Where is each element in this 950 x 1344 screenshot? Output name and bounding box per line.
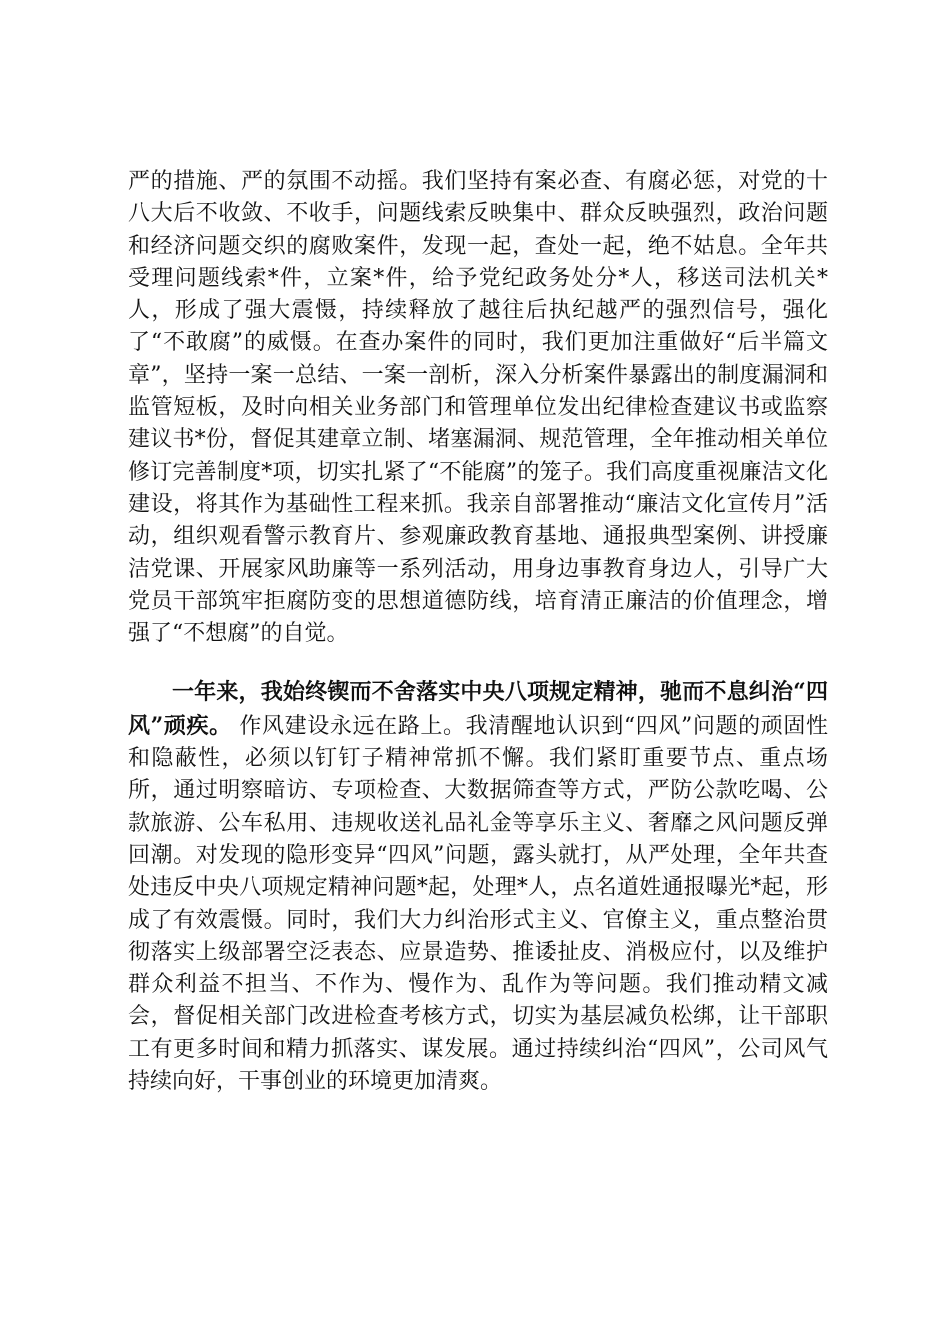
paragraph-text: 作风建设永远在路上。我清醒地认识到“四风”问题的顽固性和隐蔽性，必须以钉钉子精神常抓不懈。我们紧盯重要节点、重点场所，通过明察暗访、专项检查、大数据筛查等方式，严防公款吃喝、公款旅游、公车私用、违规收送礼品礼金等享乐主义、奢靡之风问题反弹回潮。对发现的隐形变异“四风”问题，露头就打，从严处理，全年共查处违反中央八项规定精神问题*起，处理*人，点名道姓通报曝光*起，形成了有效震慑。同时，我们大力纠治形式主义、官僚主义，重点整治贯彻落实上级部署空泛表态、应景造势、推诿扯皮、消极应付，以及维护群众利益不担当、不作为、慢作为、乱作为等问题。我们推动精文减会，督促相关部门改进检查考核方式，切实为基层减负松绑，让干部职工有更多时间和精力抓落实、谋发展。通过持续纠治“四风”，公司风气持续向好，干事创业的环境更加清爽。 xyxy=(128,713,829,1095)
paragraph-lead-sentence: 一年来，我始终锲而不舍落实中央八项规定精神，驰而不息纠治“四风”顽疾。 xyxy=(128,679,828,739)
paragraph-four-winds xyxy=(128,676,828,1098)
paragraph-anti-corruption xyxy=(128,166,828,650)
paragraph-text: 严的措施、严的氛围不动摇。我们坚持有案必查、有腐必惩，对党的十八大后不收敛、不收手，问题线索反映集中、群众反映强烈，政治问题和经济问题交织的腐败案件，发现一起，查处一起，绝不姑息。全年共受理问题线索*件，立案*件，给予党纪政务处分*人，移送司法机关*人，形成了强大震慑，持续释放了越往后执纪越严的强烈信号，强化了“不敢腐”的威慑。在查办案件的同时，我们更加注重做好“后半篇文章”，坚持一案一总结、一案一剖析，深入分析案件暴露出的制度漏洞和监管短板，及时向相关业务部门和管理单位发出纪律检查建议书或监察建议书*份，督促其建章立制、堵塞漏洞、规范管理，全年推动相关单位修订完善制度*项，切实扎紧了“不能腐”的笼子。我们高度重视廉洁文化建设，将其作为基础性工程来抓。我亲自部署推动“廉洁文化宣传月”活动，组织观看警示教育片、参观廉政教育基地、通报典型案例、讲授廉洁党课、开展家风助廉等一系列活动，用身边事教育身边人，引导广大党员干部筑牢拒腐防变的思想道德防线，培育清正廉洁的价值理念，增强了“不想腐”的自觉。 xyxy=(128,169,828,647)
document-body xyxy=(128,166,828,1098)
